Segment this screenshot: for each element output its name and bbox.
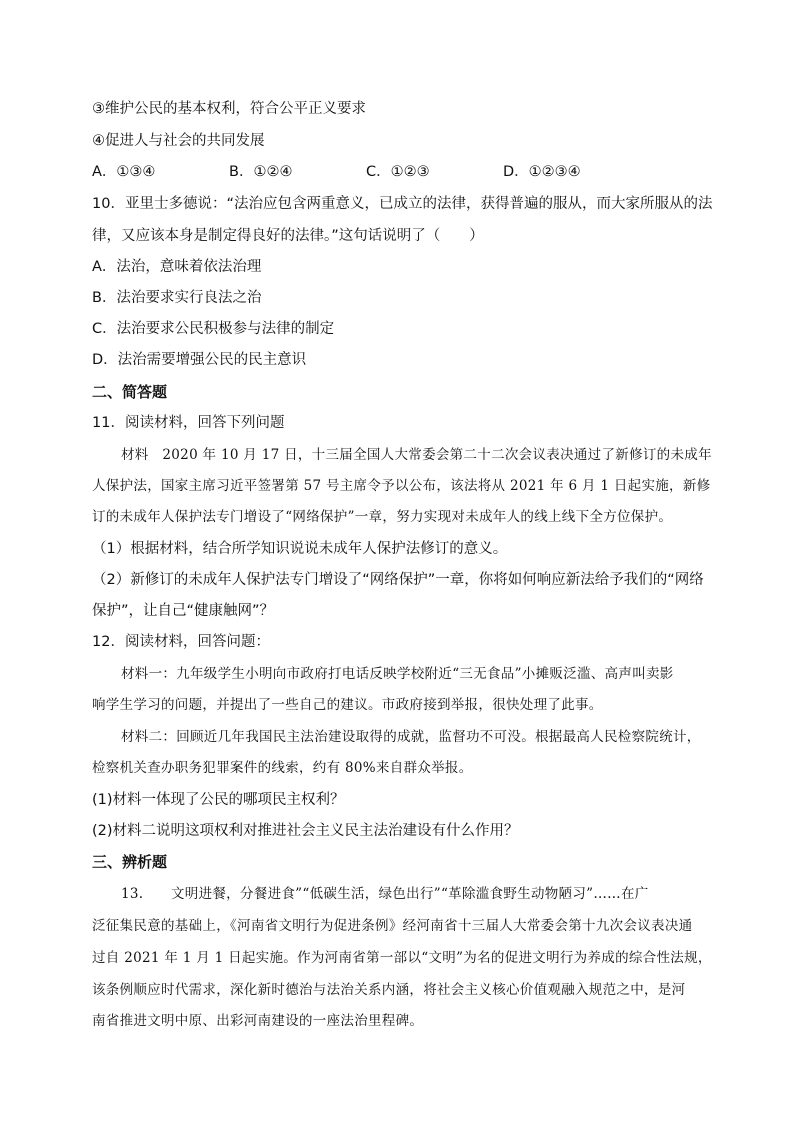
q11-intro: 11．阅读材料，回答下列问题 (92, 415, 285, 431)
q13-line5: 南省推进文明中原、出彩河南建设的一座法治里程碑。 (92, 1013, 424, 1029)
q9-item3: ③维护公民的基本权利，符合公平正义要求 (92, 101, 366, 117)
q9-option-c: C．①②③ (366, 164, 430, 180)
q11-sub2-line1: （2）新修订的未成年人保护法专门增设了“网络保护”一章，你将如何响应新法给予我们的“网络 (92, 572, 704, 588)
q11-material-line2: 人保护法，国家主席习近平签署第 57 号主席令予以公布，该法将从 2021 年 6 月 1 日起实施，新修 (92, 478, 711, 494)
q9-option-d: D．①②③④ (503, 164, 581, 180)
section2-title: 二、简答题 (92, 383, 168, 401)
q10-stem-line2: 律，又应该本身是制定得良好的法律。”这句话说明了（ ） (92, 228, 484, 244)
q10-stem-line1: 10．亚里士多德说：“法治应包含两重意义，已成立的法律，获得普遍的服从，而大家所服从的法 (92, 196, 713, 212)
q13-line3: 过自 2021 年 1 月 1 日起实施。作为河南省第一部以“文明”为名的促进文明行为养成的综合性法规， (92, 950, 712, 966)
section3-title: 三、辨析题 (92, 853, 168, 871)
q9-option-b: B．①②④ (229, 164, 293, 180)
q9-item4: ④促进人与社会的共同发展 (92, 133, 265, 149)
q13-line2: 泛征集民意的基础上，《河南省文明行为促进条例》经河南省十三届人大常委会第十九次会议表决通 (92, 918, 693, 934)
q13-line1: 13. 文明进餐，分餐进食”“低碳生活，绿色出行”“革除滥食野生动物陋习”……在广 (121, 886, 649, 902)
q10-option-d: D．法治需要增强公民的民主意识 (92, 352, 307, 368)
q12-sub1: (1)材料一体现了公民的哪项民主权利？ (92, 792, 345, 808)
q12-material2-line2: 检察机关查办职务犯罪案件的线索，约有 80%来自群众举报。 (92, 760, 473, 776)
q10-option-b: B．法治要求实行良法之治 (92, 290, 262, 306)
q12-material1-line1: 材料一：九年级学生小明向市政府打电话反映学校附近“三无食品”小摊贩泛滥、高声叫卖影 (121, 666, 674, 682)
q12-material2-line1: 材料二：回顾近几年我国民主法治建设取得的成就，监督功不可没。根据最高人民检察院统计， (121, 729, 701, 745)
q11-material-line1: 材料 2020 年 10 月 17 日，十三届全国人大常委会第二十二次会议表决通过了新修订的未成年 (121, 447, 712, 463)
q11-sub1: （1）根据材料，结合所学知识说说未成年人保护法修订的意义。 (92, 541, 508, 557)
q13-line4: 该条例顺应时代需求，深化新时德治与法治关系内涵，将社会主义核心价值观融入规范之中，是河 (92, 982, 686, 998)
q11-material-line3: 订的未成年人保护法专门增设了“网络保护”一章，努力实现对未成年人的线上线下全方位保护。 (92, 509, 673, 525)
q12-material1-line2: 响学生学习的问题，并提出了一些自己的建议。市政府接到举报，很快处理了此事。 (92, 697, 603, 713)
q10-option-c: C．法治要求公民积极参与法律的制定 (92, 321, 335, 337)
q9-option-a: A．①③④ (92, 164, 156, 180)
q10-option-a: A．法治，意味着依法治理 (92, 259, 262, 275)
q12-sub2: (2)材料二说明这项权利对推进社会主义民主法治建设有什么作用？ (92, 823, 519, 839)
q9-options (92, 162, 714, 182)
q12-intro: 12．阅读材料，回答问题： (92, 634, 270, 650)
q11-sub2-line2: 保护”，让自己“健康触网”？ (92, 603, 275, 619)
